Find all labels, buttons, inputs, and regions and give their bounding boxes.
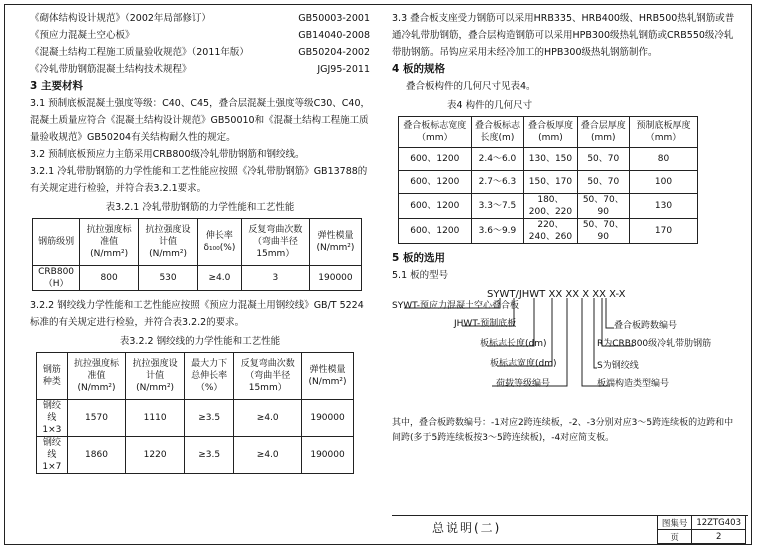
reference-title: 《预应力混凝土空心板》	[30, 30, 135, 41]
label-width: 板标志宽度(dm)	[490, 359, 557, 369]
label-length: 板标志长度(dm)	[480, 339, 547, 349]
table-row	[399, 219, 698, 244]
section-3-title: 3 主要材料	[30, 80, 83, 92]
left-column	[30, 10, 370, 474]
reference-item	[30, 61, 370, 78]
table-cell: 170	[629, 219, 697, 244]
table-cell: 190000	[309, 266, 361, 291]
table-cell: 190000	[302, 400, 354, 437]
table-row	[399, 171, 698, 194]
table-cell: 50、70	[577, 148, 629, 171]
table-row	[37, 400, 354, 437]
table-cell: 600、1200	[399, 194, 472, 219]
table-header-cell: 反复弯曲次数（弯曲半径15mm）	[241, 219, 309, 266]
para-5-1: 5.1 板的型号	[392, 270, 449, 281]
model-code-diagram	[392, 286, 742, 416]
table-4	[398, 116, 698, 244]
page-label: 页	[657, 530, 692, 544]
section-4-title: 4 板的规格	[392, 63, 445, 75]
table-3-2-2	[36, 352, 354, 474]
model-code: SYWT/JHWT XX XX X XX X-X	[487, 289, 626, 300]
table-3-2-1	[32, 218, 362, 291]
table-cell: 100	[629, 171, 697, 194]
label-sywt: SYWT-预应力混凝土空心叠合板	[392, 301, 520, 311]
table-3-2-2-caption: 表3.2.2 钢绞线的力学性能和工艺性能	[119, 336, 281, 347]
para-3-1: 3.1 预制底板混凝土强度等级：C40、C45，叠合层混凝土强度等级C30、C40，混凝土质量应符合《混凝土结构设计规范》GB50010和《混凝土结构工程施工质量验收规范》GB50204有关结构耐久性的规定。	[30, 98, 371, 143]
note: 其中，叠合板跨数编号：-1对应2跨连续板，-2、-3分别对应3～5跨连续板的边跨和中间跨(多于5跨连续板按3～5跨连续板)，-4对应简支板。	[392, 418, 734, 443]
atlas-label: 图集号	[657, 516, 692, 530]
table-cell: 2.4～6.0	[471, 148, 524, 171]
reference-title: 《砌体结构设计规范》（2002年局部修订）	[30, 13, 211, 24]
table-header-cell: 伸长率δ₁₀₀(%)	[198, 219, 242, 266]
table-cell: ≥3.5	[184, 437, 233, 474]
table-cell: 600、1200	[399, 148, 472, 171]
label-r: R为CRB800级冷轧带肋钢筋	[597, 339, 712, 349]
reference-item	[30, 27, 370, 44]
table-cell: 3.6～9.9	[471, 219, 524, 244]
table-cell: 190000	[302, 437, 354, 474]
table-cell: 50、70、90	[577, 194, 629, 219]
reference-title: 《混凝土结构工程施工质量验收规范》（2011年版）	[30, 47, 249, 58]
reference-code: GB14040-2008	[298, 30, 370, 41]
table-cell: 600、1200	[399, 171, 472, 194]
label-span: 叠合板跨数编号	[614, 321, 678, 331]
table-cell: 50、70	[577, 171, 629, 194]
table-cell: 600、1200	[399, 219, 472, 244]
table-header-cell: 抗拉强度设计值(N/mm²)	[139, 219, 198, 266]
table-cell: 1570	[67, 400, 126, 437]
para-3-2-2: 3.2.2 钢绞线力学性能和工艺性能应按照《预应力混凝土用钢绞线》GB/T 5224标准的有关规定进行检验，并符合表3.2.2的要求。	[30, 300, 364, 328]
table-cell: 150、170	[524, 171, 577, 194]
table-cell: CRB800（H）	[33, 266, 80, 291]
table-cell: 80	[629, 148, 697, 171]
table-row	[33, 266, 362, 291]
title-block	[392, 515, 748, 545]
reference-title: 《冷轧带肋钢筋混凝土结构技术规程》	[30, 64, 192, 75]
table-header-cell: 抗拉强度设计值(N/mm²)	[126, 353, 185, 400]
table-cell: 1220	[126, 437, 185, 474]
table-header-row	[37, 353, 354, 400]
table-cell: ≥4.0	[234, 400, 302, 437]
para-3-3: 3.3 叠合板支座受力钢筋可以采用HRB335、HRB400级、HRB500热轧钢筋或普通冷轧带肋钢筋，叠合层构造钢筋可以采用HPB300级热轧钢筋或CRB550级冷轧带肋钢筋。吊钩应采用未经冷加工的HPB300级热轧钢筋制作。	[392, 13, 735, 58]
table-cell: 130	[629, 194, 697, 219]
table-3-2-1-caption: 表3.2.1 冷轧带肋钢筋的力学性能和工艺性能	[105, 202, 295, 213]
label-end-type: 板端构造类型编号	[597, 379, 670, 389]
table-header-cell: 反复弯曲次数（弯曲半径15mm）	[234, 353, 302, 400]
table-row	[399, 194, 698, 219]
page-number: 2	[692, 530, 746, 544]
table-cell: 1860	[67, 437, 126, 474]
table-cell: 800	[80, 266, 139, 291]
table-cell: 3.3～7.5	[471, 194, 524, 219]
title-block-table	[657, 515, 746, 544]
table-header-cell: 钢筋级别	[33, 219, 80, 266]
table-4-caption: 表4 构件的几何尺寸	[447, 100, 533, 111]
sheet-title: 总说明(二)	[432, 521, 502, 535]
right-column	[392, 10, 742, 446]
table-header-cell: 抗拉强度标准值(N/mm²)	[80, 219, 139, 266]
table-header-cell: 最大力下总伸长率（%）	[184, 353, 233, 400]
label-s: S为钢绞线	[597, 361, 639, 371]
table-header-cell: 叠合板标志长度(m)	[471, 117, 524, 148]
para-4: 叠合板构件的几何尺寸见表4。	[406, 81, 536, 92]
table-cell: 220、240、260	[524, 219, 577, 244]
reference-code: GB50003-2001	[298, 13, 370, 24]
table-cell: 2.7～6.3	[471, 171, 524, 194]
reference-code: GB50204-2002	[298, 47, 370, 58]
atlas-number: 12ZTG403	[692, 516, 746, 530]
table-header-cell: 弹性模量(N/mm²)	[309, 219, 361, 266]
table-header-cell: 叠合层厚度(mm)	[577, 117, 629, 148]
table-cell: 钢绞线1×7	[37, 437, 68, 474]
para-3-2: 3.2 预制底板预应力主筋采用CRB800级冷轧带肋钢筋和钢绞线。	[30, 149, 305, 160]
table-cell: ≥4.0	[234, 437, 302, 474]
table-header-row	[33, 219, 362, 266]
table-header-cell: 叠合板厚度(mm)	[524, 117, 577, 148]
section-5-title: 5 板的选用	[392, 252, 445, 264]
table-row	[37, 437, 354, 474]
table-cell: 130、150	[524, 148, 577, 171]
table-cell: ≥4.0	[198, 266, 242, 291]
table-cell: 3	[241, 266, 309, 291]
reference-code: JGJ95-2011	[317, 64, 370, 75]
reference-list	[30, 10, 370, 78]
para-3-2-1: 3.2.1 冷轧带肋钢筋的力学性能和工艺性能应按照《冷轧带肋钢筋》GB13788的有关规定进行检验，并符合表3.2.1要求。	[30, 166, 368, 194]
table-row	[399, 148, 698, 171]
table-cell: 钢绞线1×3	[37, 400, 68, 437]
label-jhwt: JHWT-预制底板	[454, 319, 517, 329]
reference-item	[30, 44, 370, 61]
table-cell: 1110	[126, 400, 185, 437]
table-cell: 530	[139, 266, 198, 291]
table-header-row	[399, 117, 698, 148]
table-cell: ≥3.5	[184, 400, 233, 437]
label-load-grade: 荷载等级编号	[496, 379, 551, 389]
table-header-cell: 弹性模量(N/mm²)	[302, 353, 354, 400]
table-header-cell: 叠合板标志宽度（mm）	[399, 117, 472, 148]
table-header-cell: 抗拉强度标准值(N/mm²)	[67, 353, 126, 400]
reference-item	[30, 10, 370, 27]
table-header-cell: 预制底板厚度（mm）	[629, 117, 697, 148]
table-cell: 50、70、90	[577, 219, 629, 244]
table-header-cell: 钢筋种类	[37, 353, 68, 400]
table-cell: 180、200、220	[524, 194, 577, 219]
